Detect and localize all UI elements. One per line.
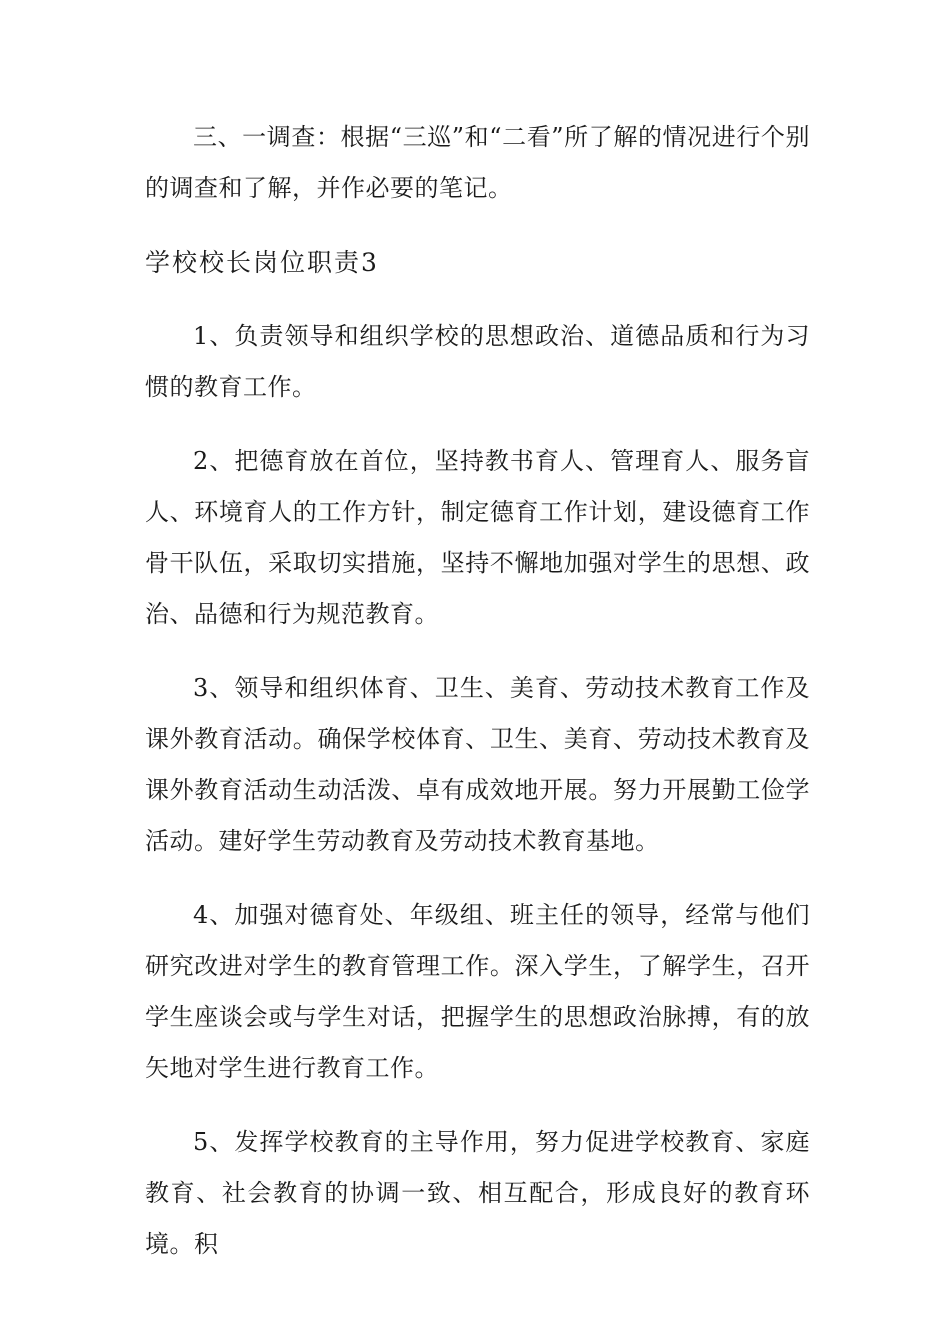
duty-paragraph-1: 1、负责领导和组织学校的思想政治、道德品质和行为习惯的教育工作。 <box>145 322 810 401</box>
duty-paragraph-2: 2、把德育放在首位，坚持教书育人、管理育人、服务盲人、环境育人的工作方针，制定德育工作计划，建设德育工作骨干队伍，采取切实措施，坚持不懈地加强对学生的思想、政治、品德和行为规范教育。 <box>145 447 810 628</box>
intro-paragraph: 三、一调查：根据“三巡”和“二看”所了解的情况进行个别的调查和了解，并作必要的笔记。 <box>145 123 810 202</box>
duty-paragraph-5: 5、发挥学校教育的主导作用，努力促进学校教育、家庭教育、社会教育的协调一致、相互配合，形成良好的教育环境。积 <box>145 1128 810 1258</box>
section-heading: 学校校长岗位职责3 <box>145 248 379 277</box>
document-body <box>145 112 810 1293</box>
duty-paragraph-4: 4、加强对德育处、年级组、班主任的领导，经常与他们研究改进对学生的教育管理工作。深入学生，了解学生，召开学生座谈会或与学生对话，把握学生的思想政治脉搏，有的放矢地对学生进行教育工作。 <box>145 901 810 1082</box>
duty-paragraph-3: 3、领导和组织体育、卫生、美育、劳动技术教育工作及课外教育活动。确保学校体育、卫生、美育、劳动技术教育及课外教育活动生动活泼、卓有成效地开展。努力开展勤工俭学活动。建好学生劳动教育及劳动技术教育基地。 <box>145 674 810 855</box>
